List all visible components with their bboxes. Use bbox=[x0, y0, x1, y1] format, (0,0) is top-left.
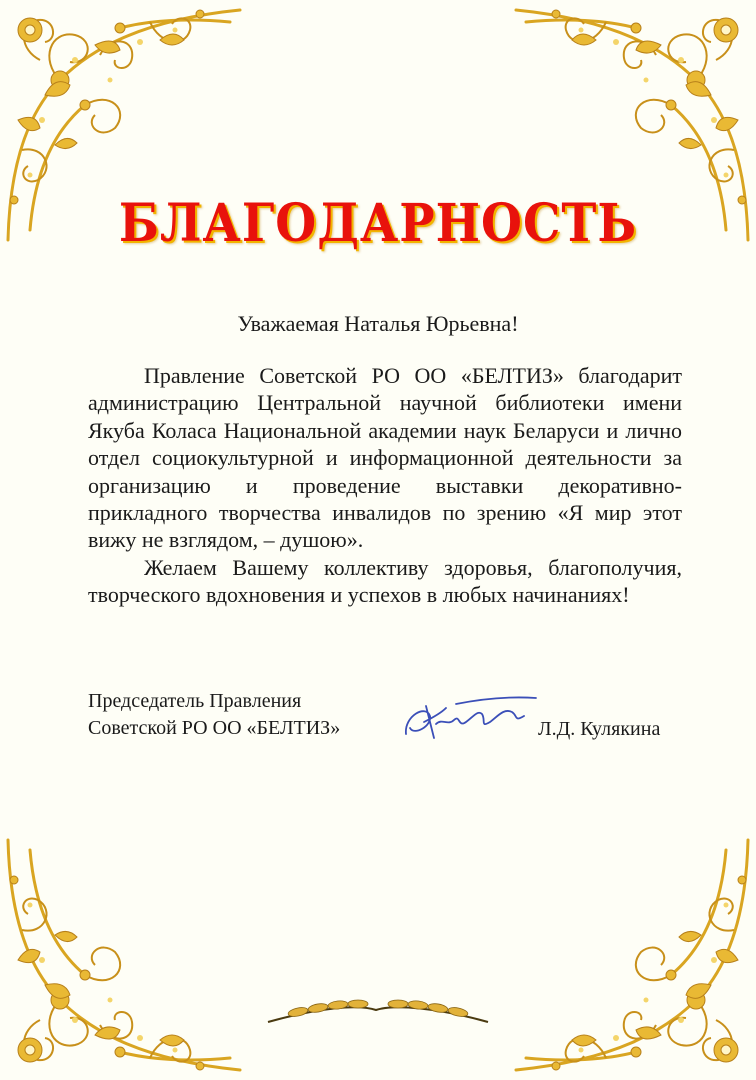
document-title: БЛАГОДАРНОСТЬ bbox=[118, 192, 638, 255]
wheat-ornament-icon bbox=[258, 990, 498, 1030]
corner-ornament-icon bbox=[506, 830, 756, 1080]
letter-body bbox=[88, 362, 682, 609]
corner-ornament-bottom-right bbox=[506, 830, 756, 1080]
paragraph-thanks: Правление Советской РО ОО «БЕЛТИЗ» благодарит администрацию Центральной научной библиотеки имени Якуба Коласа Национальной академии наук Беларуси и лично отдел социокультурной и информационной деятельности за организацию и проведение выставки декоративно-прикладного творчества инвалидов по зрению «Я мир этот вижу не взглядом, – душою». bbox=[88, 363, 682, 553]
signatory-title bbox=[88, 688, 340, 742]
corner-ornament-bottom-left bbox=[0, 830, 250, 1080]
corner-ornament-icon bbox=[0, 830, 250, 1080]
signatory-name: Л.Д. Кулякина bbox=[538, 718, 661, 740]
signatory-line-2: Советской РО ОО «БЕЛТИЗ» bbox=[88, 717, 341, 739]
signatory-line-1: Председатель Правления bbox=[88, 690, 302, 712]
greeting: Уважаемая Наталья Юрьевна! bbox=[237, 311, 519, 336]
paragraph-wishes: Желаем Вашему коллективу здоровья, благополучия, творческого вдохновения и успехов в любых начинаниях! bbox=[88, 554, 682, 608]
signature-icon bbox=[396, 686, 546, 750]
